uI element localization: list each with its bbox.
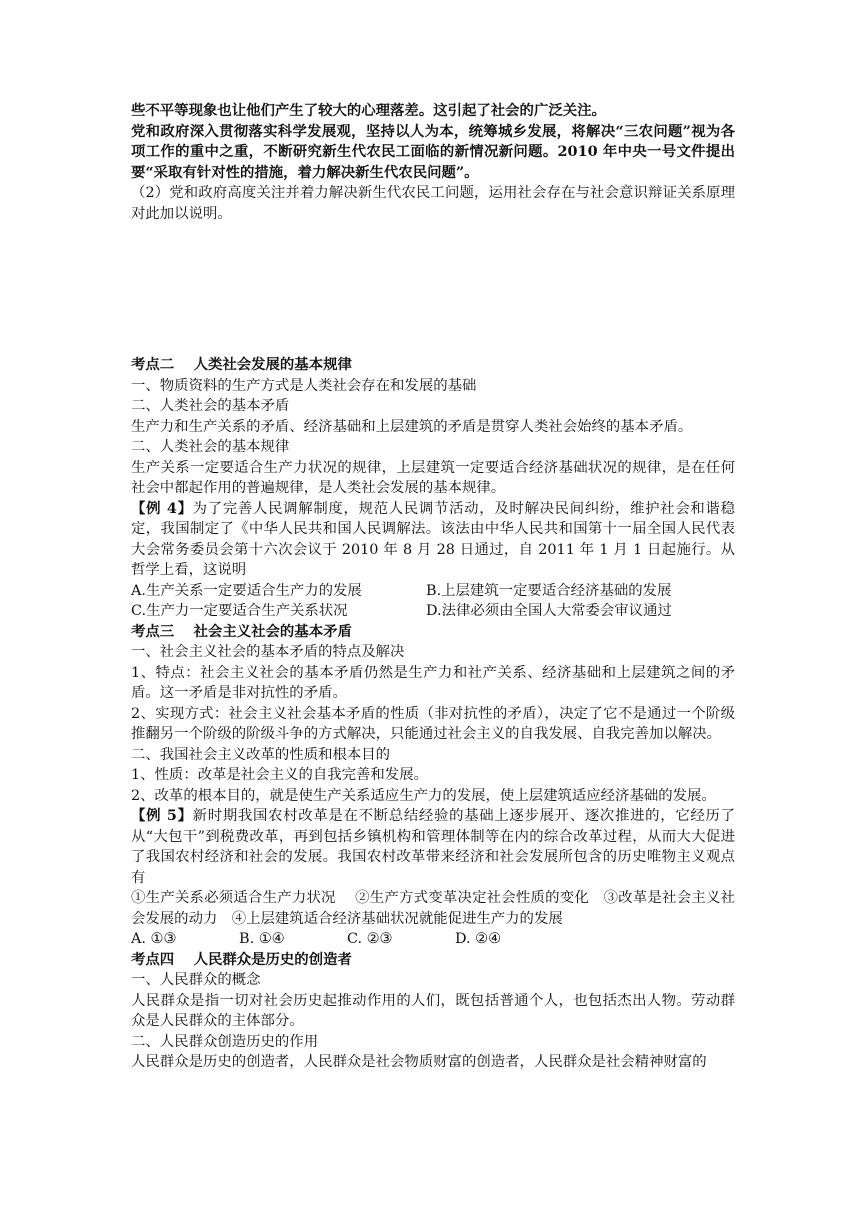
section-2-item-3: 二、人类社会的基本规律	[131, 439, 290, 455]
section-2-item-1: 一、物质资料的生产方式是人类社会存在和发展的基础	[131, 377, 477, 394]
answer-space	[131, 224, 735, 355]
example-5-options	[131, 929, 735, 950]
option-b: B. ①④	[239, 931, 285, 947]
section-4-text-2: 人民群众是历史的创造者，人民群众是社会物质财富的创造者，人民群众是社会精神财富的	[131, 1054, 707, 1070]
option-d: D. ②④	[455, 931, 501, 947]
option-a: A. ①③	[131, 931, 177, 947]
intro-paragraph: 党和政府深入贯彻落实科学发展观，坚持以人为本，统筹城乡发展，将解决“三农问题”视为各项工作的重中之重，不断研究新生代农民工面临的新情况新问题。2010 年中央一号文件提出要“采取有针对性的措施，着力解决新生代农民问题”。	[131, 122, 735, 181]
section-4-heading: 考点四 人民群众是历史的创造者	[131, 950, 352, 968]
example-4-text: 为了完善人民调解制度，规范人民调节活动，及时解决民间纠纷，维护社会和谐稳定，我国制定了《中华人民共和国人民调解法。该法由中华人民共和国第十一届全国人民代表大会常务委员会第十六次会议于 2010 年 8 月 28 日通过，自 2011 年 1 月 1 日起施行。从哲学上看，这说明	[131, 500, 735, 578]
example-5-statements: ①生产关系必须适合生产力状况 ②生产方式变革决定社会性质的变化 ③改革是社会主义社会发展的动力 ④上层建筑适合经济基础状况就能促进生产力的发展	[131, 890, 735, 927]
example-5-text: 新时期我国农村改革是在不断总结经验的基础上逐步展开、逐次推进的，它经历了从“大包干”到税费改革，再到包括乡镇机构和管理体制等在内的综合改革过程，从而大大促进了我国农村经济和社会的发展。我国农村改革带来经济和社会发展所包含的历史唯物主义观点有	[131, 808, 735, 886]
section-2-text-1: 生产力和生产关系的矛盾、经济基础和上层建筑的矛盾是贯穿人类社会始终的基本矛盾。	[131, 418, 693, 435]
section-3-item-1: 一、社会主义社会的基本矛盾的特点及解决	[131, 644, 405, 660]
section-3-text-2: 2、实现方式：社会主义社会基本矛盾的性质（非对抗性的矛盾），决定了它不是通过一个阶级推翻另一个阶级的阶级斗争的方式解决，只能通过社会主义的自我发展、自我完善加以解决。	[131, 705, 735, 742]
example-4-label: 【例 4】	[131, 499, 193, 517]
option-c: C. ②③	[347, 931, 393, 947]
example-4	[131, 499, 735, 581]
section-3-text-1: 1、特点：社会主义社会的基本矛盾仍然是生产力和社产关系、经济基础和上层建筑之间的矛盾。这一矛盾是非对抗性的矛盾。	[131, 664, 735, 701]
option-b: B.上层建筑一定要适合经济基础的发展	[426, 582, 672, 599]
section-2-text-2: 生产关系一定要适合生产力状况的规律，上层建筑一定要适合经济基础状况的规律，是在任何社会中都起作用的普遍规律，是人类社会发展的基本规律。	[131, 459, 735, 496]
example-5	[131, 806, 735, 888]
section-3-item-2: 二、我国社会主义改革的性质和根本目的	[131, 746, 391, 763]
section-2-heading: 考点二 人类社会发展的基本规律	[131, 356, 352, 373]
example-5-label: 【例 5】	[131, 807, 193, 824]
example-4-options-row-1	[131, 581, 735, 602]
section-3-text-3: 1、性质：改革是社会主义的自我完善和发展。	[131, 767, 428, 783]
example-4-options-row-2	[131, 601, 735, 622]
section-3-heading: 考点三 社会主义社会的基本矛盾	[131, 622, 352, 640]
option-c: C.生产力一定要适合生产关系状况	[131, 603, 348, 619]
option-a: A.生产关系一定要适合生产力的发展	[131, 582, 362, 599]
section-4-item-1: 一、人民群众的概念	[131, 972, 261, 988]
question-2: （2）党和政府高度关注并着力解决新生代农民工问题，运用社会存在与社会意识辩证关系原理对此加以说明。	[131, 185, 735, 222]
intro-line: 些不平等现象也让他们产生了较大的心理落差。这引起了社会的广泛关注。	[131, 102, 606, 119]
section-4-item-2: 二、人民群众创造历史的作用	[131, 1033, 319, 1050]
option-d: D.法律必须由全国人大常委会审议通过	[426, 603, 672, 619]
section-4-text-1: 人民群众是指一切对社会历史起推动作用的人们，既包括普通个人，也包括杰出人物。劳动群众是人民群众的主体部分。	[131, 992, 735, 1029]
section-3-text-4: 2、改革的根本目的，就是使生产关系适应生产力的发展，使上层建筑适应经济基础的发展。	[131, 787, 716, 804]
section-2-item-2: 二、人类社会的基本矛盾	[131, 398, 290, 414]
document-content	[131, 101, 735, 1073]
